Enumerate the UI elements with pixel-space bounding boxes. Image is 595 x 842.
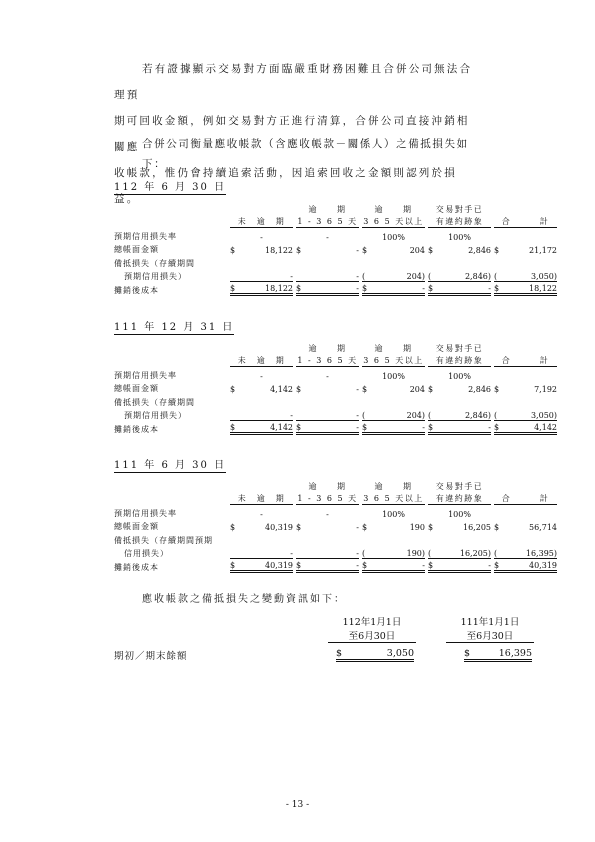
currency-sign: $ <box>296 422 302 432</box>
cell-value: - <box>356 560 359 570</box>
col-header-c1: 未 逾 期 <box>230 355 293 367</box>
cell-value: 18,122 <box>265 246 293 255</box>
col-header-c3: 3 6 5 天以上 <box>363 494 424 503</box>
cell-value: 4,142 <box>534 422 557 432</box>
col-header-c3: 3 6 5 天以上 <box>363 217 424 226</box>
table-3-title: 111 年 6 月 30 日 <box>114 456 226 473</box>
cell-value: - <box>356 385 359 394</box>
table-row <box>114 394 557 408</box>
row-label: 預期信用損失率 <box>114 370 177 380</box>
cell-value: 16,205 <box>463 523 491 532</box>
allowance-table-2 <box>114 340 557 435</box>
cell-value: 4,142 <box>270 422 293 432</box>
cell-value: 2,846 <box>468 385 491 394</box>
currency-sign: $ <box>296 385 302 394</box>
currency-sign: $ <box>230 385 236 394</box>
cell-value: 100% <box>382 371 405 381</box>
cell-value: - <box>422 283 425 293</box>
col-header-c1-l1 <box>230 340 293 354</box>
cell-value: - <box>260 232 263 242</box>
cell-value: - <box>290 272 293 281</box>
row-label: 預期信用損失） <box>124 272 187 281</box>
col-header-c1-l1 <box>230 478 293 492</box>
table-row <box>114 367 557 381</box>
cell-value: - <box>326 371 329 381</box>
row-label: 總帳面金額 <box>114 245 159 254</box>
cell-value: 204) <box>406 272 425 281</box>
movement-value-2 <box>464 648 532 662</box>
page-number: - 13 - <box>285 800 310 810</box>
currency-sign: $ <box>428 283 434 293</box>
col-header-c4-l1: 交易對手已 <box>435 343 484 353</box>
currency-sign: $ <box>428 246 434 255</box>
open-paren: ( <box>428 549 432 558</box>
cell-value: 2,846 <box>468 246 491 255</box>
open-paren: ( <box>494 272 498 281</box>
row-label: 總帳面金額 <box>114 522 159 531</box>
cell-value: 40,319 <box>529 560 557 570</box>
open-paren: ( <box>494 411 498 420</box>
cell-value: 100% <box>448 371 471 381</box>
col-header-c3-l1: 逾 期 <box>374 481 413 491</box>
row-label: 總帳面金額 <box>114 384 159 393</box>
open-paren: ( <box>362 411 366 420</box>
table-1-title: 112 年 6 月 30 日 <box>114 178 226 195</box>
cell-value: - <box>356 523 359 532</box>
currency-sign: $ <box>230 422 236 432</box>
table-row <box>114 381 557 395</box>
currency-sign: $ <box>464 648 471 659</box>
cell-value: 100% <box>382 232 405 242</box>
intro-line-1: 若有證據顯示交易對方面臨嚴重財務困難且合併公司無法合理預 <box>114 63 473 101</box>
col-header-c5: 合 計 <box>494 493 557 505</box>
col-header-c3-l1: 逾 期 <box>374 204 413 214</box>
currency-sign: $ <box>230 523 236 532</box>
col-header-c4-l1: 交易對手已 <box>435 481 484 491</box>
currency-sign: $ <box>230 283 236 293</box>
currency-sign: $ <box>362 385 368 394</box>
table-row <box>114 228 557 242</box>
cell-value: 4,142 <box>270 385 293 394</box>
col-header-c5-l1 <box>494 478 557 492</box>
movement-title: 應收帳款之備抵損失之變動資訊如下： <box>142 594 346 605</box>
open-paren: ( <box>362 272 366 281</box>
currency-sign: $ <box>362 560 368 570</box>
cell-value: 100% <box>448 509 471 519</box>
currency-sign: $ <box>494 523 500 532</box>
movement-col-2-line-2: 至6月30日 <box>446 628 534 643</box>
currency-sign: $ <box>494 246 500 255</box>
currency-sign: $ <box>296 246 302 255</box>
cell-value: - <box>356 246 359 255</box>
table-row <box>114 255 557 269</box>
cell-value: 204 <box>409 246 425 255</box>
currency-sign: $ <box>494 422 500 432</box>
col-header-c4: 有違約跡象 <box>428 216 491 228</box>
cell-value: 16,395) <box>525 549 557 558</box>
row-label: 預期信用損失率 <box>114 231 177 241</box>
open-paren: ( <box>494 549 498 558</box>
intro-line-2: 期可回收金額，例如交易對方正進行清算，合併公司直接沖銷相關應 <box>114 115 470 153</box>
row-label: 備抵損失（存續期間 <box>114 258 195 268</box>
currency-sign: $ <box>296 283 302 293</box>
allowance-table-3 <box>114 478 557 573</box>
cell-value: - <box>356 411 359 420</box>
col-header-c5: 合 計 <box>494 355 557 367</box>
table-row <box>114 282 557 296</box>
col-header-c1-l1 <box>230 201 293 215</box>
cell-value: 204 <box>409 385 425 394</box>
cell-value: 2,846) <box>464 272 491 281</box>
cell-value: 100% <box>382 509 405 519</box>
table-row <box>114 505 557 519</box>
cell-value: 190 <box>409 523 425 532</box>
open-paren: ( <box>428 411 432 420</box>
cell-value: 3,050) <box>530 272 557 281</box>
table-row <box>114 519 557 533</box>
currency-sign: $ <box>494 385 500 394</box>
currency-sign: $ <box>336 648 343 659</box>
movement-col-2-header <box>446 614 534 643</box>
currency-sign: $ <box>362 283 368 293</box>
cell-value: - <box>488 422 491 432</box>
table-2-title: 111 年 12 月 31 日 <box>114 318 234 335</box>
currency-sign: $ <box>296 560 302 570</box>
cell-value: 40,319 <box>265 523 293 532</box>
currency-sign: $ <box>362 422 368 432</box>
row-label: 備抵損失（存續期間預期 <box>114 535 213 545</box>
col-header-c5: 合 計 <box>494 216 557 228</box>
cell-value: - <box>356 549 359 558</box>
cell-value: - <box>488 560 491 570</box>
cell-value: 2,846) <box>464 411 491 420</box>
col-header-c5-l1 <box>494 340 557 354</box>
cell-value: - <box>326 232 329 242</box>
movement-col-1-line-1: 112年1月1日 <box>342 617 402 628</box>
col-header-c4-l1: 交易對手已 <box>435 204 484 214</box>
row-label: 信用損失） <box>124 549 169 558</box>
table-row <box>114 546 557 560</box>
movement-col-2-line-1: 111年1月1日 <box>460 617 520 628</box>
col-header-c4: 有違約跡象 <box>428 493 491 505</box>
currency-sign: $ <box>230 560 236 570</box>
table-row <box>114 242 557 256</box>
col-header-c2-l1: 逾 期 <box>308 343 347 353</box>
currency-sign: $ <box>494 283 500 293</box>
cell-value: 100% <box>448 232 471 242</box>
cell-value: - <box>356 283 359 293</box>
cell-value: - <box>356 272 359 281</box>
cell-value: - <box>290 549 293 558</box>
col-header-c3-l1: 逾 期 <box>374 343 413 353</box>
movement-value-1-amount: 3,050 <box>386 648 414 659</box>
movement-row-label: 期初／期末餘額 <box>114 651 188 662</box>
movement-value-1 <box>336 648 414 662</box>
table-row <box>114 421 557 435</box>
col-header-c1: 未 逾 期 <box>230 216 293 228</box>
col-header-c2-l1: 逾 期 <box>308 204 347 214</box>
col-header-c3: 3 6 5 天以上 <box>363 356 424 365</box>
row-label: 攤銷後成本 <box>114 424 159 434</box>
cell-value: - <box>422 560 425 570</box>
cell-value: - <box>260 371 263 381</box>
cell-value: 56,714 <box>529 523 557 532</box>
open-paren: ( <box>362 549 366 558</box>
cell-value: 7,192 <box>534 385 557 394</box>
cell-value: 40,319 <box>265 560 293 570</box>
col-header-c4: 有違約跡象 <box>428 355 491 367</box>
currency-sign: $ <box>428 385 434 394</box>
cell-value: - <box>356 422 359 432</box>
cell-value: 16,205) <box>459 549 491 558</box>
col-header-c2: 1 - 3 6 5 天 <box>297 217 358 226</box>
table-row <box>114 532 557 546</box>
cell-value: 18,122 <box>265 283 293 293</box>
table-row <box>114 269 557 283</box>
col-header-c2-l1: 逾 期 <box>308 481 347 491</box>
currency-sign: $ <box>494 560 500 570</box>
cell-value: - <box>290 411 293 420</box>
currency-sign: $ <box>296 523 302 532</box>
currency-sign: $ <box>230 246 236 255</box>
cell-value: 190) <box>406 549 425 558</box>
movement-value-2-amount: 16,395 <box>498 648 532 659</box>
col-header-c5-l1 <box>494 201 557 215</box>
cell-value: 21,172 <box>529 246 557 255</box>
col-header-c2: 1 - 3 6 5 天 <box>297 494 358 503</box>
currency-sign: $ <box>428 560 434 570</box>
col-header-c1: 未 逾 期 <box>230 493 293 505</box>
cell-value: 18,122 <box>529 283 557 293</box>
cell-value: - <box>488 283 491 293</box>
allowance-table-1 <box>114 201 557 296</box>
currency-sign: $ <box>362 246 368 255</box>
cell-value: 3,050) <box>530 411 557 420</box>
currency-sign: $ <box>428 523 434 532</box>
row-label: 預期信用損失率 <box>114 508 177 518</box>
row-label: 攤銷後成本 <box>114 562 159 572</box>
cell-value: - <box>422 422 425 432</box>
intro-line-4: 合併公司衡量應收帳款（含應收帳款－關係人）之備抵損失如下： <box>142 138 469 170</box>
currency-sign: $ <box>362 523 368 532</box>
movement-col-1-line-2: 至6月30日 <box>328 628 416 643</box>
row-label: 備抵損失（存續期間 <box>114 397 195 407</box>
table-row <box>114 559 557 573</box>
cell-value: 204) <box>406 411 425 420</box>
cell-value: - <box>326 509 329 519</box>
cell-value: - <box>260 509 263 519</box>
row-label: 攤銷後成本 <box>114 285 159 295</box>
intro-line-3: 收帳款，惟仍會持續追索活動，因追索回收之金額則認列於損益。 <box>114 167 457 205</box>
open-paren: ( <box>428 272 432 281</box>
currency-sign: $ <box>428 422 434 432</box>
row-label: 預期信用損失） <box>124 411 187 420</box>
col-header-c2: 1 - 3 6 5 天 <box>297 356 358 365</box>
movement-col-1-header <box>328 614 416 643</box>
table-row <box>114 408 557 422</box>
